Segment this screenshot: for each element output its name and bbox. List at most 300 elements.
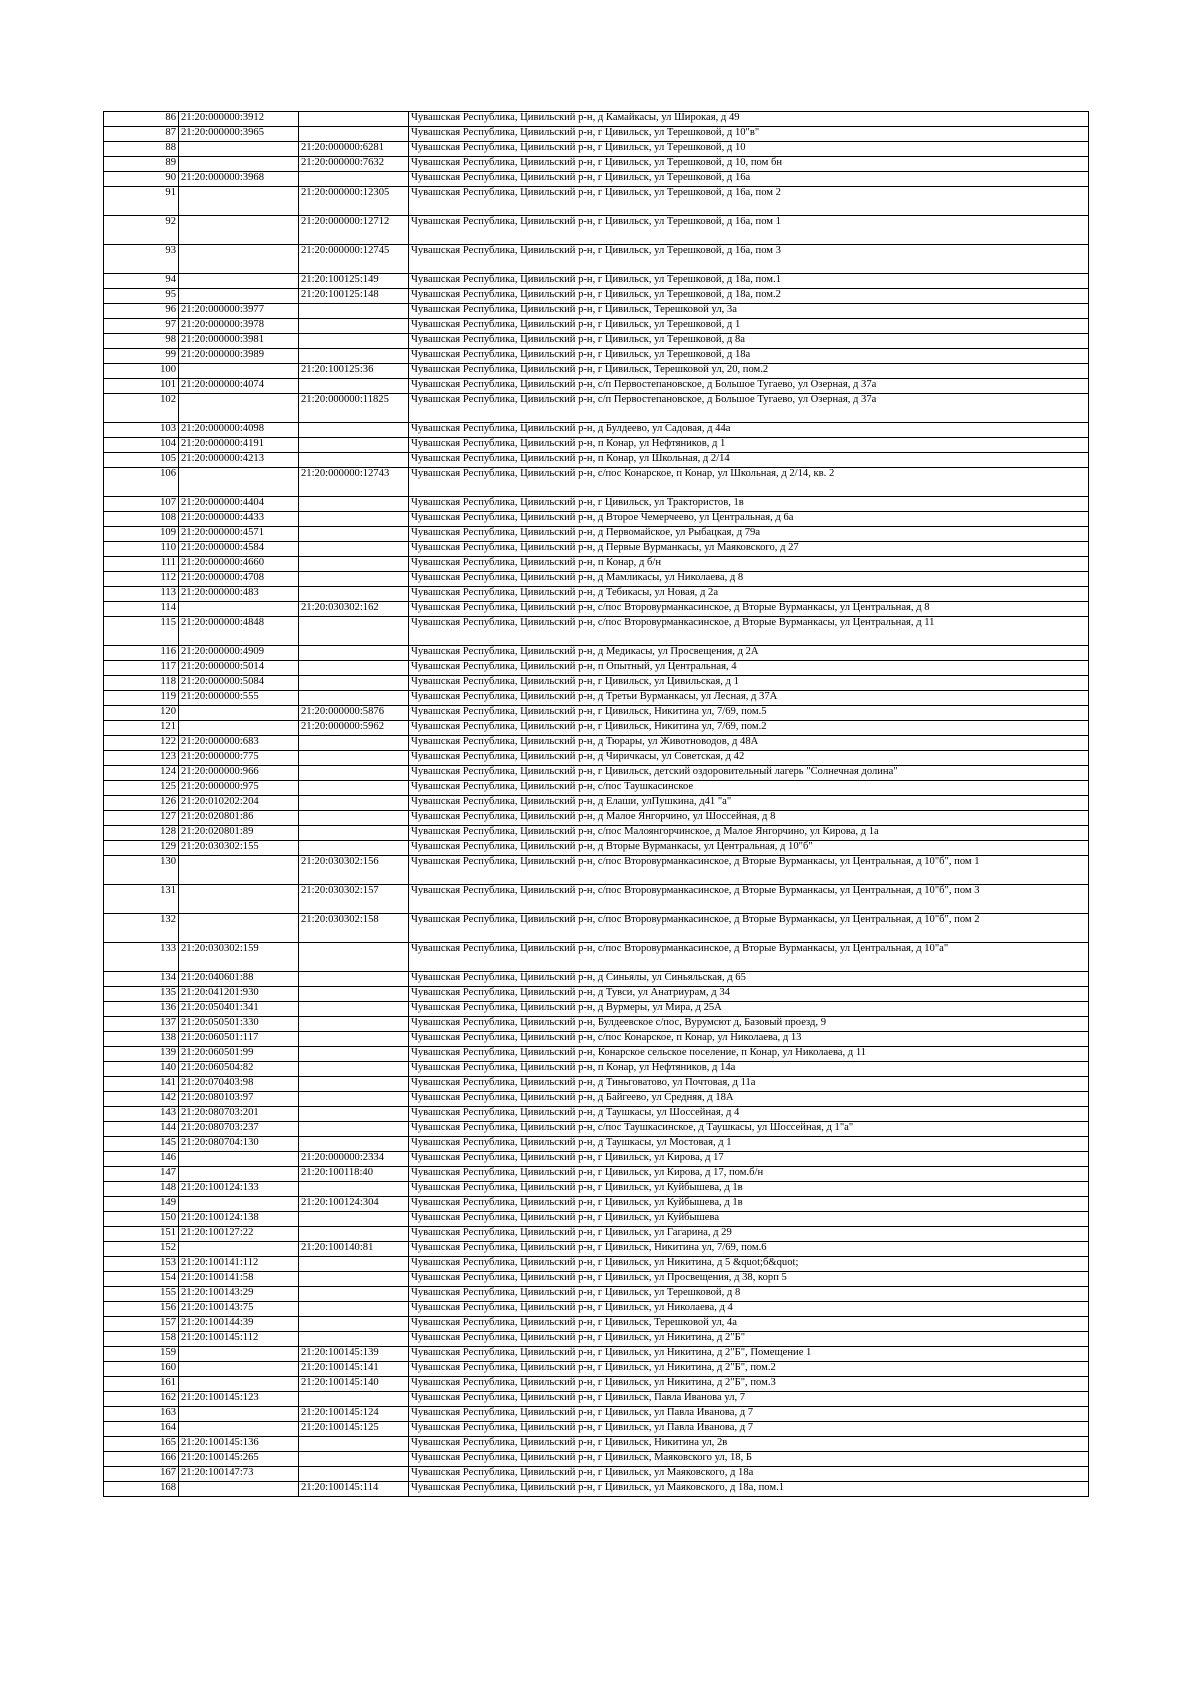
building-cadastral-number [179,1422,299,1437]
address: Чувашская Республика, Цивильский р-н, д Чиричкасы, ул Советская, д 42 [409,751,1089,766]
address: Чувашская Республика, Цивильский р-н, д Синьялы, ул Синьяльская, д 65 [409,972,1089,987]
premises-cadastral-number [299,943,409,972]
address: Чувашская Республика, Цивильский р-н, д Камайкасы, ул Широкая, д 49 [409,112,1089,127]
row-number: 110 [104,542,179,557]
address: Чувашская Республика, Цивильский р-н, д Тиньговатово, ул Почтовая, д 11а [409,1077,1089,1092]
building-cadastral-number: 21:20:100141:58 [179,1272,299,1287]
premises-cadastral-number [299,527,409,542]
premises-cadastral-number: 21:20:000000:6281 [299,142,409,157]
row-number: 115 [104,617,179,646]
building-cadastral-number: 21:20:030302:155 [179,841,299,856]
table-row [104,497,1089,512]
table-row [104,512,1089,527]
table-row [104,1362,1089,1377]
row-number: 163 [104,1407,179,1422]
table-row [104,157,1089,172]
row-number: 141 [104,1077,179,1092]
table-row [104,289,1089,304]
table-row [104,274,1089,289]
building-cadastral-number [179,216,299,245]
address: Чувашская Республика, Цивильский р-н, д Таушкасы, ул Мостовая, д 1 [409,1137,1089,1152]
premises-cadastral-number: 21:20:100145:114 [299,1482,409,1497]
building-cadastral-number [179,274,299,289]
building-cadastral-number [179,885,299,914]
address: Чувашская Республика, Цивильский р-н, с/п Первостепановское, д Большое Тугаево, ул Озерная, д 37а [409,379,1089,394]
table-row [104,811,1089,826]
premises-cadastral-number: 21:20:100145:140 [299,1377,409,1392]
building-cadastral-number: 21:20:070403:98 [179,1077,299,1092]
address: Чувашская Республика, Цивильский р-н, г Цивильск, ул Терешковой, д 16а, пом 1 [409,216,1089,245]
address: Чувашская Республика, Цивильский р-н, с/п Первостепановское, д Большое Тугаево, ул Озерная, д 37а [409,394,1089,423]
building-cadastral-number: 21:20:000000:3965 [179,127,299,142]
row-number: 156 [104,1302,179,1317]
building-cadastral-number [179,706,299,721]
building-cadastral-number: 21:20:100147:73 [179,1467,299,1482]
table-row [104,112,1089,127]
building-cadastral-number: 21:20:000000:4571 [179,527,299,542]
table-row [104,706,1089,721]
address: Чувашская Республика, Цивильский р-н, д Первомайское, ул Рыбацкая, д 79а [409,527,1089,542]
table-row [104,1317,1089,1332]
building-cadastral-number [179,157,299,172]
table-row [104,1407,1089,1422]
building-cadastral-number [179,245,299,274]
building-cadastral-number: 21:20:000000:3977 [179,304,299,319]
building-cadastral-number: 21:20:000000:5084 [179,676,299,691]
table-row [104,1182,1089,1197]
row-number: 136 [104,1002,179,1017]
row-number: 107 [104,497,179,512]
premises-cadastral-number: 21:20:100145:139 [299,1347,409,1362]
premises-cadastral-number [299,1467,409,1482]
table-row [104,1287,1089,1302]
premises-cadastral-number [299,1302,409,1317]
premises-cadastral-number [299,1002,409,1017]
table-row [104,1272,1089,1287]
address: Чувашская Республика, Цивильский р-н, д Тувси, ул Анатриурам, д 34 [409,987,1089,1002]
building-cadastral-number: 21:20:000000:4433 [179,512,299,527]
table-row [104,304,1089,319]
row-number: 105 [104,453,179,468]
row-number: 128 [104,826,179,841]
table-row [104,1002,1089,1017]
premises-cadastral-number [299,1437,409,1452]
address: Чувашская Республика, Цивильский р-н, г Цивильск, ул Просвещения, д 38, корп 5 [409,1272,1089,1287]
table-row [104,781,1089,796]
row-number: 111 [104,557,179,572]
premises-cadastral-number [299,453,409,468]
table-row [104,751,1089,766]
address: Чувашская Республика, Цивильский р-н, г Цивильск, ул Маяковского, д 18а [409,1467,1089,1482]
address: Чувашская Республика, Цивильский р-н, г Цивильск, ул Куйбышева, д 1в [409,1182,1089,1197]
premises-cadastral-number: 21:20:000000:5962 [299,721,409,736]
building-cadastral-number: 21:20:080103:97 [179,1092,299,1107]
premises-cadastral-number [299,112,409,127]
building-cadastral-number: 21:20:000000:4098 [179,423,299,438]
row-number: 149 [104,1197,179,1212]
address: Чувашская Республика, Цивильский р-н, п Конар, ул Нефтяников, д 1 [409,438,1089,453]
row-number: 114 [104,602,179,617]
address: Чувашская Республика, Цивильский р-н, г Цивильск, ул Никитина, д 2"Б", пом.3 [409,1377,1089,1392]
address: Чувашская Республика, Цивильский р-н, г Цивильск, ул Цивильская, д 1 [409,676,1089,691]
row-number: 86 [104,112,179,127]
address: Чувашская Республика, Цивильский р-н, д Медикасы, ул Просвещения, д 2А [409,646,1089,661]
address: Чувашская Республика, Цивильский р-н, г Цивильск, Никитина ул, 7/69, пом.5 [409,706,1089,721]
premises-cadastral-number [299,1392,409,1407]
premises-cadastral-number [299,127,409,142]
premises-cadastral-number: 21:20:000000:12712 [299,216,409,245]
table-row [104,856,1089,885]
building-cadastral-number [179,1167,299,1182]
premises-cadastral-number: 21:20:030302:162 [299,602,409,617]
building-cadastral-number: 21:20:000000:4191 [179,438,299,453]
table-row [104,1197,1089,1212]
address: Чувашская Республика, Цивильский р-н, г Цивильск, Терешковой ул, 20, пом.2 [409,364,1089,379]
premises-cadastral-number [299,379,409,394]
address: Чувашская Республика, Цивильский р-н, г Цивильск, Терешковой ул, 4а [409,1317,1089,1332]
premises-cadastral-number [299,319,409,334]
building-cadastral-number [179,187,299,216]
row-number: 131 [104,885,179,914]
building-cadastral-number: 21:20:000000:3978 [179,319,299,334]
table-row [104,1137,1089,1152]
building-cadastral-number: 21:20:000000:975 [179,781,299,796]
table-row [104,572,1089,587]
row-number: 104 [104,438,179,453]
table-row [104,1107,1089,1122]
premises-cadastral-number: 21:20:000000:11825 [299,394,409,423]
building-cadastral-number [179,394,299,423]
address: Чувашская Республика, Цивильский р-н, с/пос Малоянгорчинское, д Малое Янгорчино, ул Кирова, д 1а [409,826,1089,841]
address: Чувашская Республика, Цивильский р-н, г Цивильск, ул Никитина, д 2"Б", пом.2 [409,1362,1089,1377]
row-number: 118 [104,676,179,691]
row-number: 117 [104,661,179,676]
premises-cadastral-number [299,1077,409,1092]
row-number: 134 [104,972,179,987]
premises-cadastral-number: 21:20:000000:5876 [299,706,409,721]
table-row [104,914,1089,943]
building-cadastral-number: 21:20:060501:117 [179,1032,299,1047]
building-cadastral-number: 21:20:050501:330 [179,1017,299,1032]
row-number: 89 [104,157,179,172]
premises-cadastral-number [299,811,409,826]
table-row [104,334,1089,349]
table-row [104,379,1089,394]
building-cadastral-number [179,142,299,157]
building-cadastral-number: 21:20:000000:5014 [179,661,299,676]
table-row [104,1017,1089,1032]
table-row [104,542,1089,557]
premises-cadastral-number [299,987,409,1002]
building-cadastral-number [179,289,299,304]
premises-cadastral-number [299,676,409,691]
address: Чувашская Республика, Цивильский р-н, с/пос Второвурманкасинское, д Вторые Вурманкасы, ул Центральная, д 10"б", пом 1 [409,856,1089,885]
table-row [104,736,1089,751]
premises-cadastral-number [299,512,409,527]
premises-cadastral-number: 21:20:100118:40 [299,1167,409,1182]
address: Чувашская Республика, Цивильский р-н, д Таушкасы, ул Шоссейная, д 4 [409,1107,1089,1122]
premises-cadastral-number [299,587,409,602]
building-cadastral-number [179,1482,299,1497]
row-number: 153 [104,1257,179,1272]
address: Чувашская Республика, Цивильский р-н, г Цивильск, Терешковой ул, 3а [409,304,1089,319]
premises-cadastral-number [299,1107,409,1122]
table-row [104,349,1089,364]
table-row [104,885,1089,914]
address: Чувашская Республика, Цивильский р-н, г Цивильск, ул Никитина, д 5 &quot;б&quot; [409,1257,1089,1272]
building-cadastral-number [179,1407,299,1422]
table-row [104,721,1089,736]
premises-cadastral-number: 21:20:030302:158 [299,914,409,943]
table-row [104,527,1089,542]
row-number: 132 [104,914,179,943]
building-cadastral-number: 21:20:100127:22 [179,1227,299,1242]
row-number: 138 [104,1032,179,1047]
table-row [104,216,1089,245]
row-number: 159 [104,1347,179,1362]
row-number: 90 [104,172,179,187]
address: Чувашская Республика, Цивильский р-н, г Цивильск, ул Николаева, д 4 [409,1302,1089,1317]
building-cadastral-number [179,1347,299,1362]
address: Чувашская Республика, Цивильский р-н, д Третьи Вурманкасы, ул Лесная, д 37А [409,691,1089,706]
row-number: 94 [104,274,179,289]
premises-cadastral-number: 21:20:100125:149 [299,274,409,289]
building-cadastral-number: 21:20:000000:4708 [179,572,299,587]
building-cadastral-number [179,1242,299,1257]
building-cadastral-number [179,1362,299,1377]
row-number: 129 [104,841,179,856]
address: Чувашская Республика, Цивильский р-н, с/пос Таушкасинское, д Таушкасы, ул Шоссейная, д 1"а" [409,1122,1089,1137]
building-cadastral-number: 21:20:080703:237 [179,1122,299,1137]
building-cadastral-number [179,364,299,379]
premises-cadastral-number: 21:20:100145:124 [299,1407,409,1422]
row-number: 148 [104,1182,179,1197]
row-number: 124 [104,766,179,781]
premises-cadastral-number: 21:20:000000:7632 [299,157,409,172]
row-number: 161 [104,1377,179,1392]
premises-cadastral-number [299,542,409,557]
row-number: 102 [104,394,179,423]
address: Чувашская Республика, Цивильский р-н, с/пос Второвурманкасинское, д Вторые Вурманкасы, ул Центральная, д 8 [409,602,1089,617]
address: Чувашская Республика, Цивильский р-н, г Цивильск, ул Терешковой, д 1 [409,319,1089,334]
building-cadastral-number [179,721,299,736]
row-number: 120 [104,706,179,721]
building-cadastral-number: 21:20:020801:86 [179,811,299,826]
property-table-body [104,112,1089,1497]
premises-cadastral-number [299,826,409,841]
premises-cadastral-number: 21:20:000000:12743 [299,468,409,497]
row-number: 158 [104,1332,179,1347]
row-number: 150 [104,1212,179,1227]
premises-cadastral-number [299,438,409,453]
address: Чувашская Республика, Цивильский р-н, п Конар, ул Школьная, д 2/14 [409,453,1089,468]
row-number: 122 [104,736,179,751]
premises-cadastral-number [299,1332,409,1347]
row-number: 116 [104,646,179,661]
address: Чувашская Республика, Цивильский р-н, д Малое Янгорчино, ул Шоссейная, д 8 [409,811,1089,826]
building-cadastral-number: 21:20:100141:112 [179,1257,299,1272]
address: Чувашская Республика, Цивильский р-н, с/пос Второвурманкасинское, д Вторые Вурманкасы, ул Центральная, д 10"а" [409,943,1089,972]
building-cadastral-number: 21:20:000000:4404 [179,497,299,512]
row-number: 97 [104,319,179,334]
table-row [104,602,1089,617]
address: Чувашская Республика, Цивильский р-н, г Цивильск, ул Терешковой, д 18а, пом.2 [409,289,1089,304]
premises-cadastral-number [299,1137,409,1152]
building-cadastral-number: 21:20:080703:201 [179,1107,299,1122]
address: Чувашская Республика, Цивильский р-н, г Цивильск, ул Кирова, д 17 [409,1152,1089,1167]
building-cadastral-number [179,914,299,943]
premises-cadastral-number: 21:20:100145:125 [299,1422,409,1437]
row-number: 162 [104,1392,179,1407]
row-number: 154 [104,1272,179,1287]
table-row [104,423,1089,438]
address: Чувашская Республика, Цивильский р-н, г Цивильск, ул Терешковой, д 8 [409,1287,1089,1302]
building-cadastral-number: 21:20:020801:89 [179,826,299,841]
address: Чувашская Республика, Цивильский р-н, п Конар, д б/н [409,557,1089,572]
premises-cadastral-number: 21:20:000000:2334 [299,1152,409,1167]
premises-cadastral-number [299,557,409,572]
building-cadastral-number: 21:20:000000:966 [179,766,299,781]
premises-cadastral-number [299,1317,409,1332]
address: Чувашская Республика, Цивильский р-н, г Цивильск, Павла Иванова ул, 7 [409,1392,1089,1407]
table-row [104,1062,1089,1077]
table-row [104,1332,1089,1347]
address: Чувашская Республика, Цивильский р-н, с/пос Второвурманкасинское, д Вторые Вурманкасы, ул Центральная, д 10"б", пом 3 [409,885,1089,914]
building-cadastral-number: 21:20:000000:4848 [179,617,299,646]
row-number: 106 [104,468,179,497]
row-number: 135 [104,987,179,1002]
table-row [104,972,1089,987]
premises-cadastral-number [299,334,409,349]
row-number: 101 [104,379,179,394]
premises-cadastral-number: 21:20:030302:156 [299,856,409,885]
row-number: 99 [104,349,179,364]
property-table [103,111,1089,1497]
row-number: 119 [104,691,179,706]
table-row [104,1377,1089,1392]
premises-cadastral-number [299,497,409,512]
premises-cadastral-number [299,1122,409,1137]
premises-cadastral-number [299,841,409,856]
building-cadastral-number [179,1197,299,1212]
row-number: 123 [104,751,179,766]
row-number: 133 [104,943,179,972]
address: Чувашская Республика, Цивильский р-н, г Цивильск, ул Терешковой, д 16а, пом 2 [409,187,1089,216]
address: Чувашская Республика, Цивильский р-н, г Цивильск, ул Терешковой, д 10 [409,142,1089,157]
building-cadastral-number: 21:20:100124:133 [179,1182,299,1197]
premises-cadastral-number [299,349,409,364]
building-cadastral-number [179,602,299,617]
address: Чувашская Республика, Цивильский р-н, д Елаши, улПушкина, д41 "а" [409,796,1089,811]
building-cadastral-number: 21:20:000000:4213 [179,453,299,468]
table-row [104,1242,1089,1257]
building-cadastral-number: 21:20:080704:130 [179,1137,299,1152]
table-row [104,1032,1089,1047]
building-cadastral-number: 21:20:000000:4074 [179,379,299,394]
address: Чувашская Республика, Цивильский р-н, г Цивильск, Маяковского ул, 18, Б [409,1452,1089,1467]
premises-cadastral-number [299,172,409,187]
table-row [104,1227,1089,1242]
table-row [104,1347,1089,1362]
premises-cadastral-number [299,1212,409,1227]
table-row [104,617,1089,646]
address: Чувашская Республика, Цивильский р-н, Булдеевское с/пос, Вурумсют д, Базовый проезд, 9 [409,1017,1089,1032]
address: Чувашская Республика, Цивильский р-н, г Цивильск, ул Трактористов, 1в [409,497,1089,512]
row-number: 139 [104,1047,179,1062]
address: Чувашская Республика, Цивильский р-н, д Вурмеры, ул Мира, д 25А [409,1002,1089,1017]
table-row [104,319,1089,334]
table-row [104,1047,1089,1062]
row-number: 151 [104,1227,179,1242]
address: Чувашская Республика, Цивильский р-н, г Цивильск, ул Павла Иванова, д 7 [409,1407,1089,1422]
address: Чувашская Республика, Цивильский р-н, д Тебикасы, ул Новая, д 2а [409,587,1089,602]
premises-cadastral-number [299,423,409,438]
address: Чувашская Республика, Цивильский р-н, г Цивильск, ул Гагарина, д 29 [409,1227,1089,1242]
row-number: 157 [104,1317,179,1332]
table-row [104,676,1089,691]
premises-cadastral-number [299,1017,409,1032]
table-row [104,1452,1089,1467]
building-cadastral-number: 21:20:010202:204 [179,796,299,811]
row-number: 144 [104,1122,179,1137]
row-number: 137 [104,1017,179,1032]
building-cadastral-number: 21:20:000000:4584 [179,542,299,557]
building-cadastral-number: 21:20:100124:138 [179,1212,299,1227]
premises-cadastral-number: 21:20:100140:81 [299,1242,409,1257]
premises-cadastral-number: 21:20:100124:304 [299,1197,409,1212]
document-page [103,111,1089,1497]
address: Чувашская Республика, Цивильский р-н, г Цивильск, ул Терешковой, д 16а, пом 3 [409,245,1089,274]
row-number: 98 [104,334,179,349]
row-number: 167 [104,1467,179,1482]
premises-cadastral-number [299,572,409,587]
table-row [104,766,1089,781]
building-cadastral-number: 21:20:040601:88 [179,972,299,987]
table-row [104,841,1089,856]
premises-cadastral-number [299,1047,409,1062]
address: Чувашская Республика, Цивильский р-н, г Цивильск, ул Терешковой, д 10"в" [409,127,1089,142]
building-cadastral-number: 21:20:060504:82 [179,1062,299,1077]
table-row [104,1212,1089,1227]
premises-cadastral-number: 21:20:000000:12305 [299,187,409,216]
row-number: 112 [104,572,179,587]
row-number: 166 [104,1452,179,1467]
building-cadastral-number: 21:20:000000:3981 [179,334,299,349]
building-cadastral-number: 21:20:000000:683 [179,736,299,751]
address: Чувашская Республика, Цивильский р-н, г Цивильск, ул Кирова, д 17, пом.б/н [409,1167,1089,1182]
table-row [104,587,1089,602]
table-row [104,1167,1089,1182]
address: Чувашская Республика, Цивильский р-н, г Цивильск, ул Терешковой, д 18а [409,349,1089,364]
building-cadastral-number: 21:20:041201:930 [179,987,299,1002]
building-cadastral-number: 21:20:100145:136 [179,1437,299,1452]
row-number: 103 [104,423,179,438]
building-cadastral-number: 21:20:100145:265 [179,1452,299,1467]
table-row [104,187,1089,216]
address: Чувашская Республика, Цивильский р-н, с/пос Таушкасинское [409,781,1089,796]
row-number: 143 [104,1107,179,1122]
table-row [104,1092,1089,1107]
address: Чувашская Республика, Цивильский р-н, п Конар, ул Нефтяников, д 14а [409,1062,1089,1077]
table-row [104,1122,1089,1137]
premises-cadastral-number [299,766,409,781]
row-number: 91 [104,187,179,216]
row-number: 160 [104,1362,179,1377]
row-number: 127 [104,811,179,826]
address: Чувашская Республика, Цивильский р-н, г Цивильск, детский оздоровительный лагерь "Солнечная долина" [409,766,1089,781]
building-cadastral-number [179,1152,299,1167]
address: Чувашская Республика, Цивильский р-н, г Цивильск, ул Никитина, д 2"Б" [409,1332,1089,1347]
